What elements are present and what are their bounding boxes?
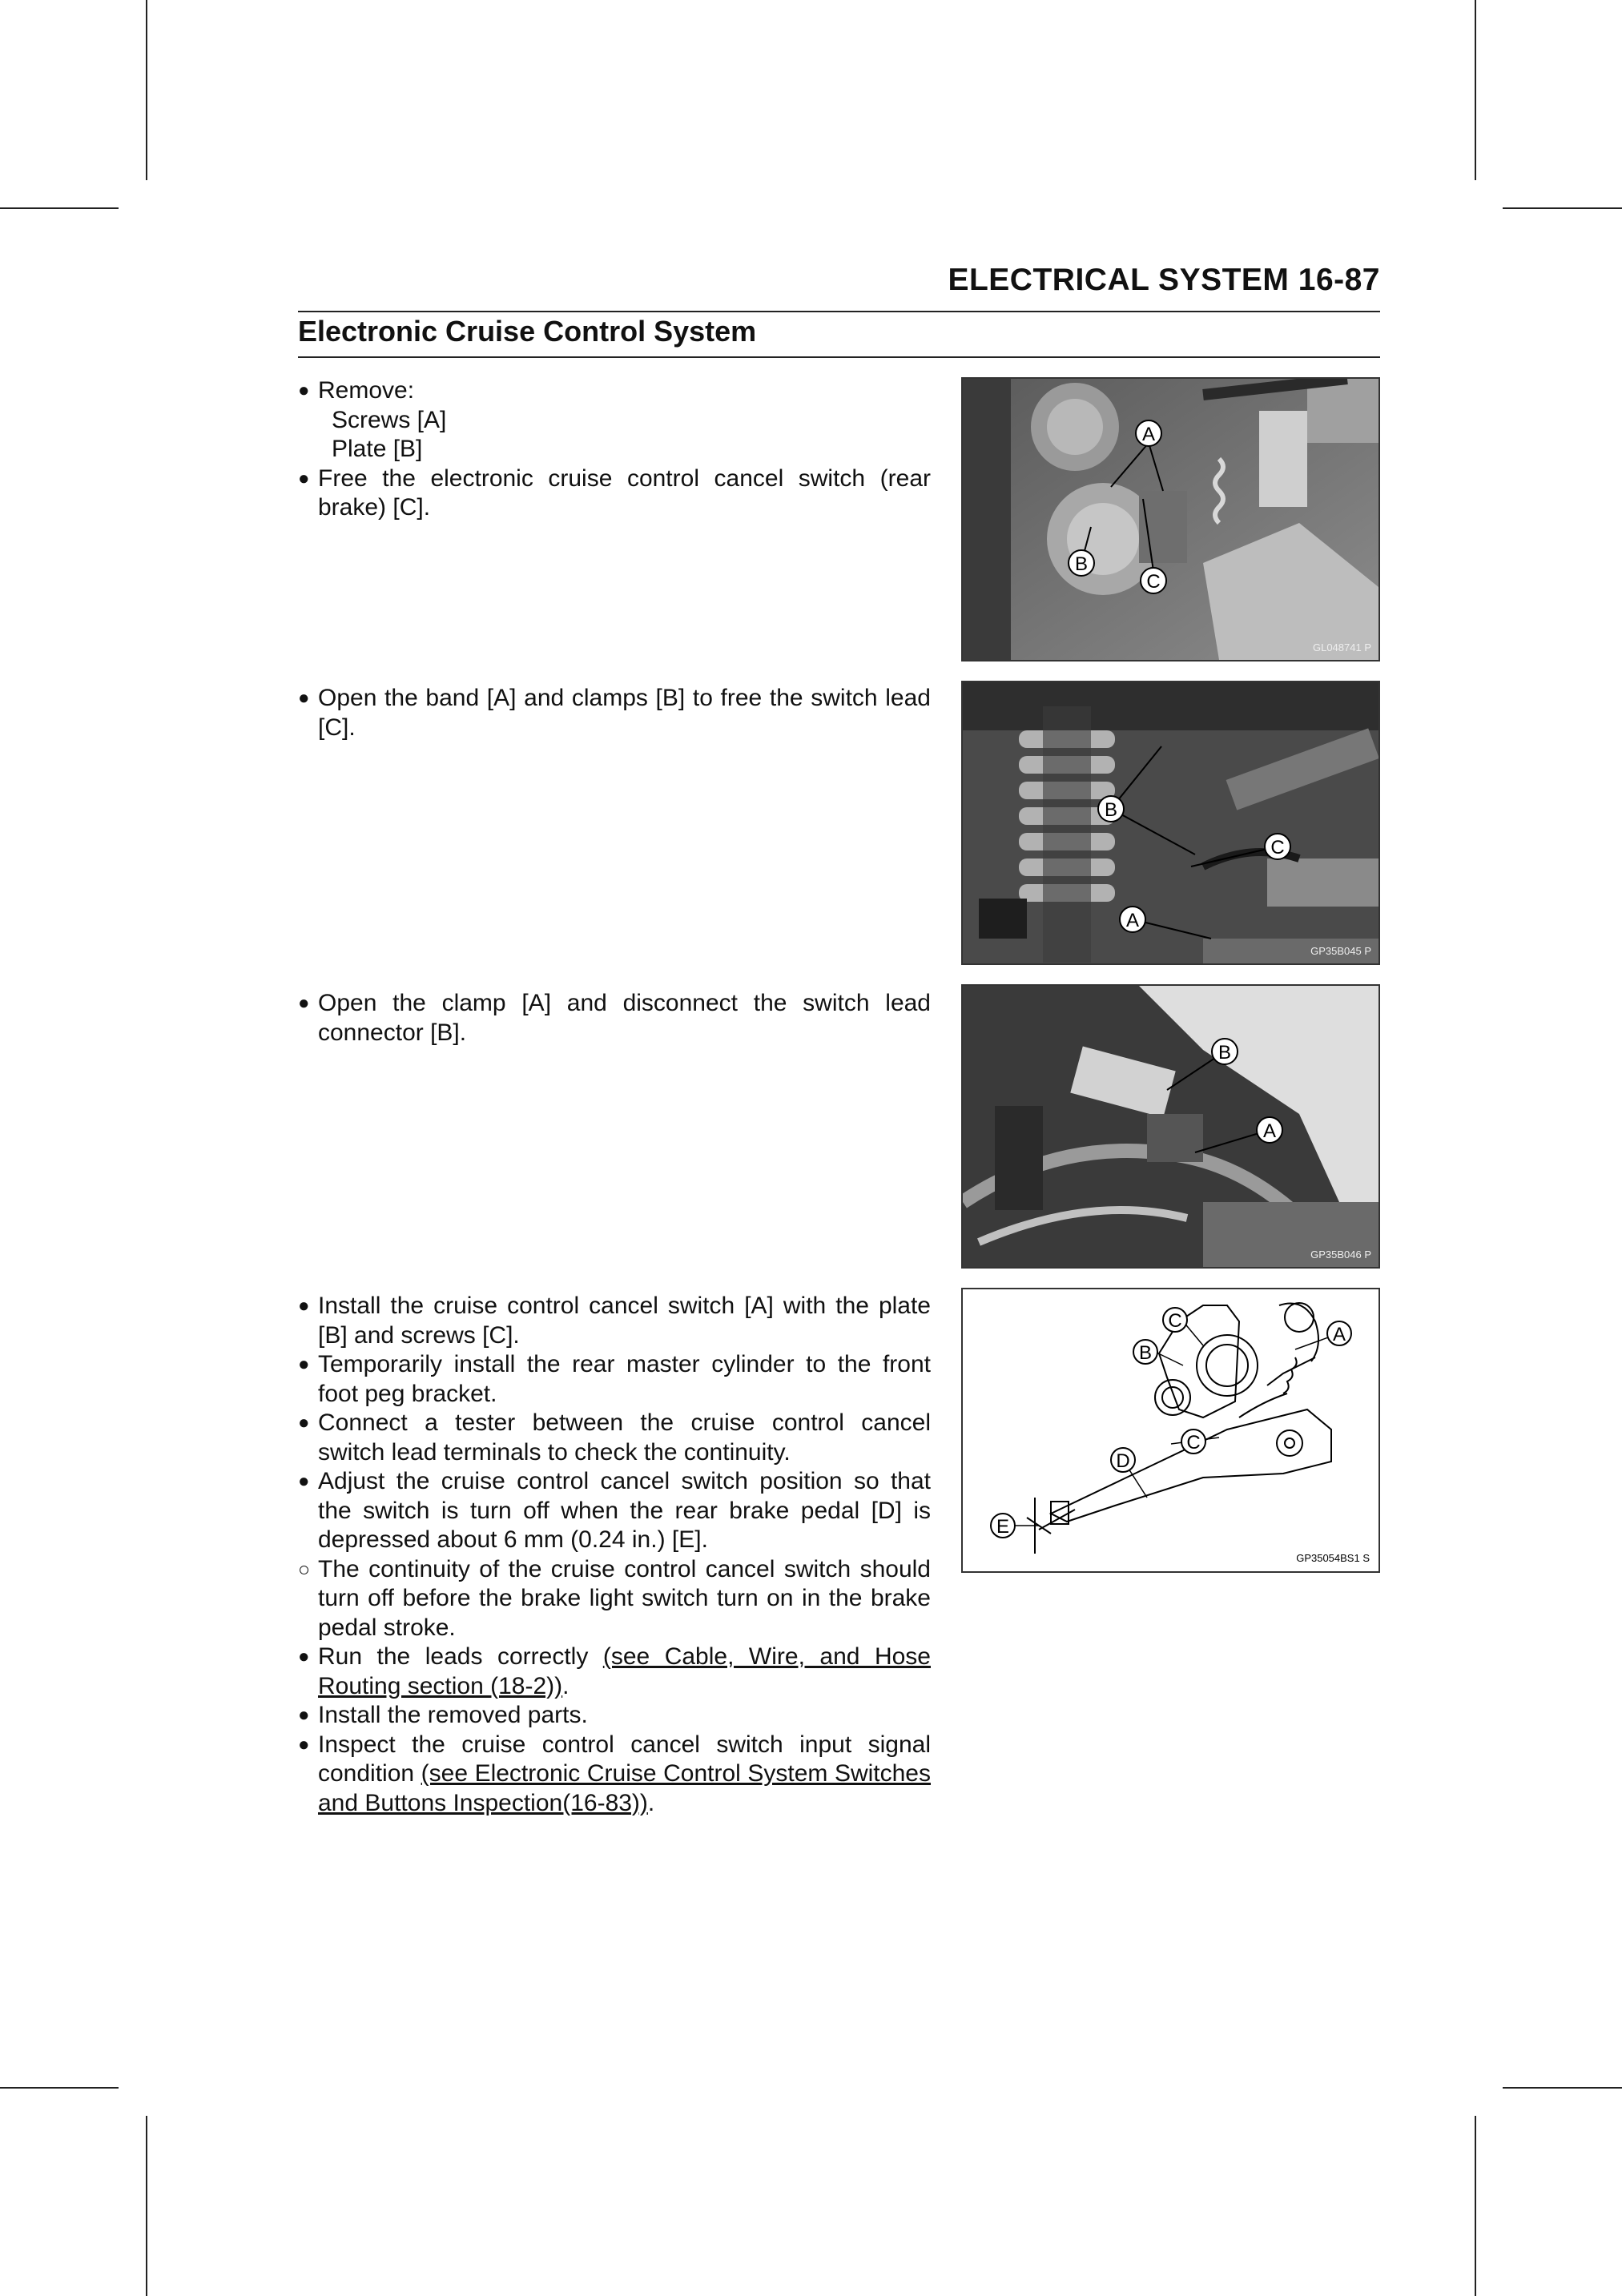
step-text: Adjust the cruise control cancel switch position so that the switch is turn off when the rear brake pedal [D] is depressed about 6 mm (0.24 in.) [E]. — [318, 1468, 931, 1553]
section-rule — [298, 356, 1380, 358]
callout-label: C — [1270, 837, 1285, 858]
callout-label: A — [1262, 1120, 1277, 1142]
crop-mark — [1503, 207, 1622, 209]
step-text: Remove: — [318, 377, 415, 404]
crop-mark — [146, 0, 147, 180]
bullet-icon: ● — [298, 380, 310, 401]
step-text: Run the leads correctly — [318, 1643, 603, 1670]
bullet-icon: ● — [298, 687, 310, 709]
list-item — [298, 989, 931, 1047]
list-item — [298, 1643, 931, 1701]
bullet-icon: ● — [298, 1412, 310, 1433]
callout-label: A — [1141, 424, 1156, 445]
crop-mark — [1475, 2116, 1476, 2296]
callout-label: B — [1104, 799, 1118, 821]
figure-code: GP35B045 P — [1310, 945, 1371, 957]
step-text: Free the electronic cruise control cancel switch (rear brake) [C]. — [318, 464, 931, 521]
bullet-icon: ● — [298, 467, 310, 489]
crop-mark — [1503, 2087, 1622, 2089]
list-item — [298, 1467, 931, 1555]
step-text: Install the removed parts. — [318, 1702, 588, 1728]
list-item — [298, 1731, 931, 1819]
step-subtext: Screws [A] — [332, 406, 447, 433]
callout-label: C — [1146, 571, 1161, 593]
list-item — [298, 376, 931, 406]
step-block-1 — [298, 376, 931, 523]
bullet-icon: ● — [298, 1353, 310, 1375]
step-subtext: Plate [B] — [332, 436, 423, 462]
cross-reference-link[interactable]: (see Electronic Cruise Control System Switches and Buttons Inspection(16-83)) — [318, 1760, 931, 1816]
page-header: ELECTRICAL SYSTEM 16-87 — [948, 263, 1380, 297]
callout-label: D — [1116, 1450, 1130, 1472]
crop-mark — [1475, 0, 1476, 180]
callout-label: B — [1138, 1342, 1153, 1364]
bullet-icon: ● — [298, 1704, 310, 1726]
header-rule — [298, 311, 1380, 312]
bullet-icon: ● — [298, 1733, 310, 1755]
bullet-icon: ● — [298, 1646, 310, 1667]
cross-reference-link[interactable]: (see Cable, Wire, and Hose Routing section (18-2)) — [318, 1643, 931, 1699]
bullet-icon: ● — [298, 1470, 310, 1492]
step-text: Install the cruise control cancel switch [A] with the plate [B] and screws [C]. — [318, 1293, 931, 1349]
list-item — [298, 1555, 931, 1643]
list-item — [298, 1292, 931, 1350]
list-item — [298, 1701, 931, 1731]
figure-code: GL048741 P — [1312, 641, 1371, 653]
step-text: Open the clamp [A] and disconnect the switch lead connector [B]. — [318, 990, 931, 1046]
callout-label: C — [1186, 1432, 1201, 1454]
bullet-icon: ● — [298, 1295, 310, 1317]
crop-mark — [0, 2087, 119, 2089]
list-item — [298, 684, 931, 742]
list-item — [298, 1409, 931, 1467]
step-text: Open the band [A] and clamps [B] to free the switch lead [C]. — [318, 685, 931, 741]
callout-label: C — [1168, 1310, 1182, 1332]
hollow-bullet-icon: ○ — [298, 1558, 311, 1581]
callout-label: A — [1125, 910, 1140, 931]
callout-label: B — [1218, 1042, 1232, 1064]
step-block-3 — [298, 989, 931, 1047]
bullet-icon: ● — [298, 992, 310, 1014]
photo-figure-2 — [961, 681, 1380, 965]
step-text: . — [562, 1672, 570, 1699]
callout-label: E — [996, 1516, 1010, 1538]
step-text: . — [647, 1789, 655, 1816]
line-diagram-figure — [961, 1288, 1380, 1573]
section-title: Electronic Cruise Control System — [298, 315, 757, 348]
step-text: Temporarily install the rear master cylinder to the front foot peg bracket. — [318, 1351, 931, 1407]
crop-mark — [146, 2116, 147, 2296]
photo-figure-1 — [961, 377, 1380, 661]
list-item — [298, 1350, 931, 1409]
callout-label: B — [1074, 553, 1089, 575]
step-text: The continuity of the cruise control cancel switch should turn off before the brake light switch turn on in the brake pedal stroke. — [318, 1555, 931, 1641]
crop-mark — [0, 207, 119, 209]
step-block-2 — [298, 684, 931, 742]
step-text: Inspect the cruise control cancel switch input signal condition — [318, 1731, 931, 1787]
figure-code: GP35B046 P — [1310, 1249, 1371, 1261]
list-item — [298, 464, 931, 523]
callout-label: A — [1332, 1324, 1346, 1345]
photo-figure-3 — [961, 984, 1380, 1269]
figure-code: GP35054BS1 S — [1296, 1552, 1370, 1564]
step-block-4 — [298, 1292, 931, 1818]
step-text: Connect a tester between the cruise control cancel switch lead terminals to check the continuity. — [318, 1409, 931, 1466]
